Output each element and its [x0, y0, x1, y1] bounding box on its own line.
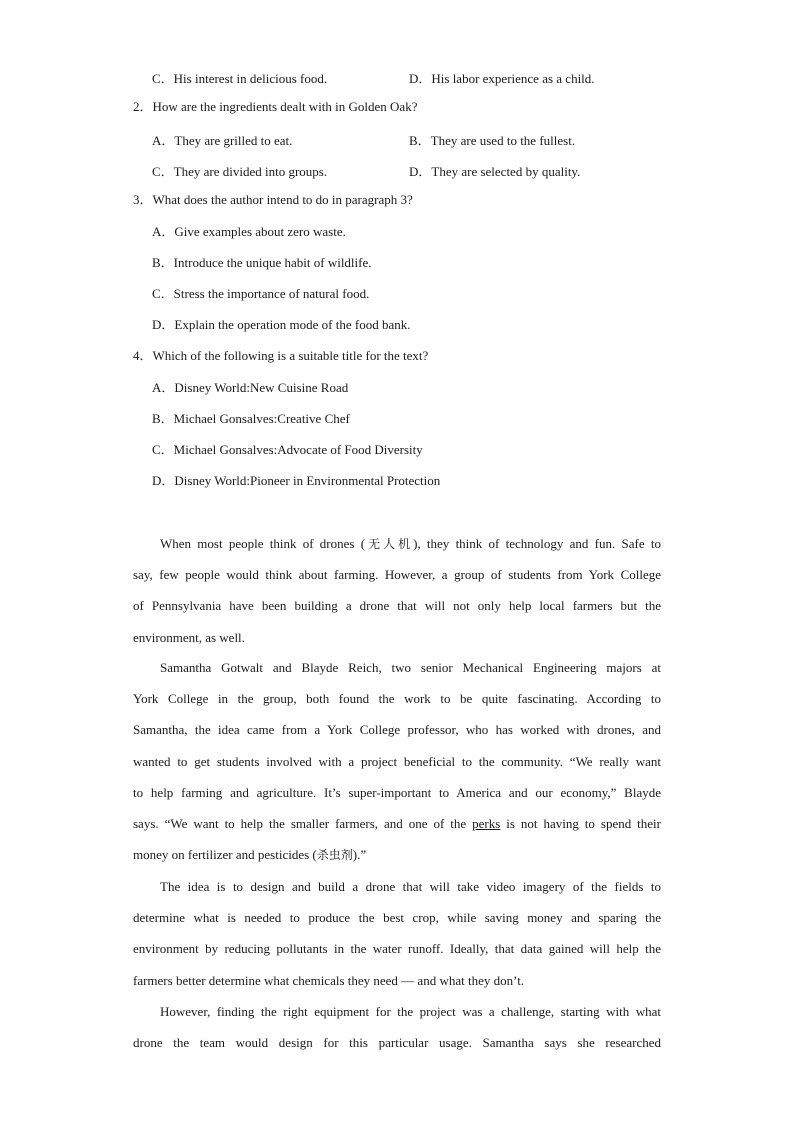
p2-line-3: Samantha, the idea came from a York College professor, who has worked with drones, and	[133, 722, 661, 738]
p1-line-2: say, few people would think about farming. However, a group of students from York College	[133, 567, 661, 583]
q3-question: 3．What does the author intend to do in paragraph 3?	[133, 192, 413, 207]
q2-option-a: A．They are grilled to eat.	[152, 133, 293, 148]
passage-paragraph-3	[133, 879, 661, 1004]
q1-option-d: D．His labor experience as a child.	[409, 71, 595, 86]
p2-line-2: York College in the group, both found the work to be quite fascinating. According to	[133, 691, 661, 707]
p2-line-1: Samantha Gotwalt and Blayde Reich, two senior Mechanical Engineering majors at	[160, 660, 661, 675]
p3-line-2: determine what is needed to produce the best crop, while saving money and sparing the	[133, 910, 661, 926]
p1-line-1: When most people think of drones (无人机), they think of technology and fun. Safe to	[160, 536, 661, 551]
p3-line-4: farmers better determine what chemicals they need — and what they don’t.	[133, 972, 525, 988]
chinese-gloss: 无人机	[365, 537, 414, 551]
passage-paragraph-2	[133, 660, 661, 878]
q2-options-row-1	[0, 130, 794, 146]
underlined-word-perks: perks	[472, 815, 501, 831]
q4-option-b: B．Michael Gonsalves:Creative Chef	[152, 411, 350, 426]
chinese-gloss: 杀虫剂	[316, 848, 353, 863]
q2-options-row-2	[0, 161, 794, 177]
p4-line-2: drone the team would design for this particular usage. Samantha says she researched	[133, 1035, 661, 1051]
q1-option-c: C．His interest in delicious food.	[152, 71, 328, 86]
p1-line-4: environment, as well.	[133, 629, 245, 645]
q3-option-a: A．Give examples about zero waste.	[152, 224, 346, 239]
p2-line-6: says. “We want to help the smaller farmers, and one of the perks is not having to spend their	[133, 815, 662, 831]
q4-option-c: C．Michael Gonsalves:Advocate of Food Diversity	[152, 442, 423, 457]
q3-option-c: C．Stress the importance of natural food.	[152, 286, 370, 301]
q4-option-a: A．Disney World:New Cuisine Road	[152, 380, 349, 395]
p1-line-3: of Pennsylvania have been building a drone that will not only help local farmers but the	[133, 598, 661, 614]
q4-option-d: D．Disney World:Pioneer in Environmental Protection	[152, 473, 441, 488]
p2-line-4: wanted to get students involved with a project beneficial to the community. “We really want	[133, 753, 661, 769]
passage-paragraph-4	[133, 1004, 661, 1066]
q4-question: 4．Which of the following is a suitable title for the text?	[133, 348, 429, 363]
p4-line-1: However, finding the right equipment for the project was a challenge, starting with what	[160, 1004, 661, 1019]
p2-line-5: to help farming and agriculture. It’s super-important to America and our economy,” Blayde	[133, 784, 661, 800]
passage-paragraph-1	[133, 536, 661, 661]
q2-question: 2．How are the ingredients dealt with in Golden Oak?	[133, 99, 418, 114]
q2-option-c: C．They are divided into groups.	[152, 164, 328, 179]
q3-option-b: B．Introduce the unique habit of wildlife.	[152, 255, 372, 270]
q3-option-d: D．Explain the operation mode of the food bank.	[152, 317, 411, 332]
q2-option-d: D．They are selected by quality.	[409, 164, 581, 179]
p2-line-7: money on fertilizer and pesticides (杀虫剂).”	[133, 847, 367, 863]
p3-line-3: environment by reducing pollutants in the water runoff. Ideally, that data gained will help the	[133, 941, 661, 957]
q1-options-row	[0, 68, 794, 84]
q2-option-b: B．They are used to the fullest.	[409, 133, 576, 148]
p3-line-1: The idea is to design and build a drone that will take video imagery of the fields to	[160, 879, 661, 894]
